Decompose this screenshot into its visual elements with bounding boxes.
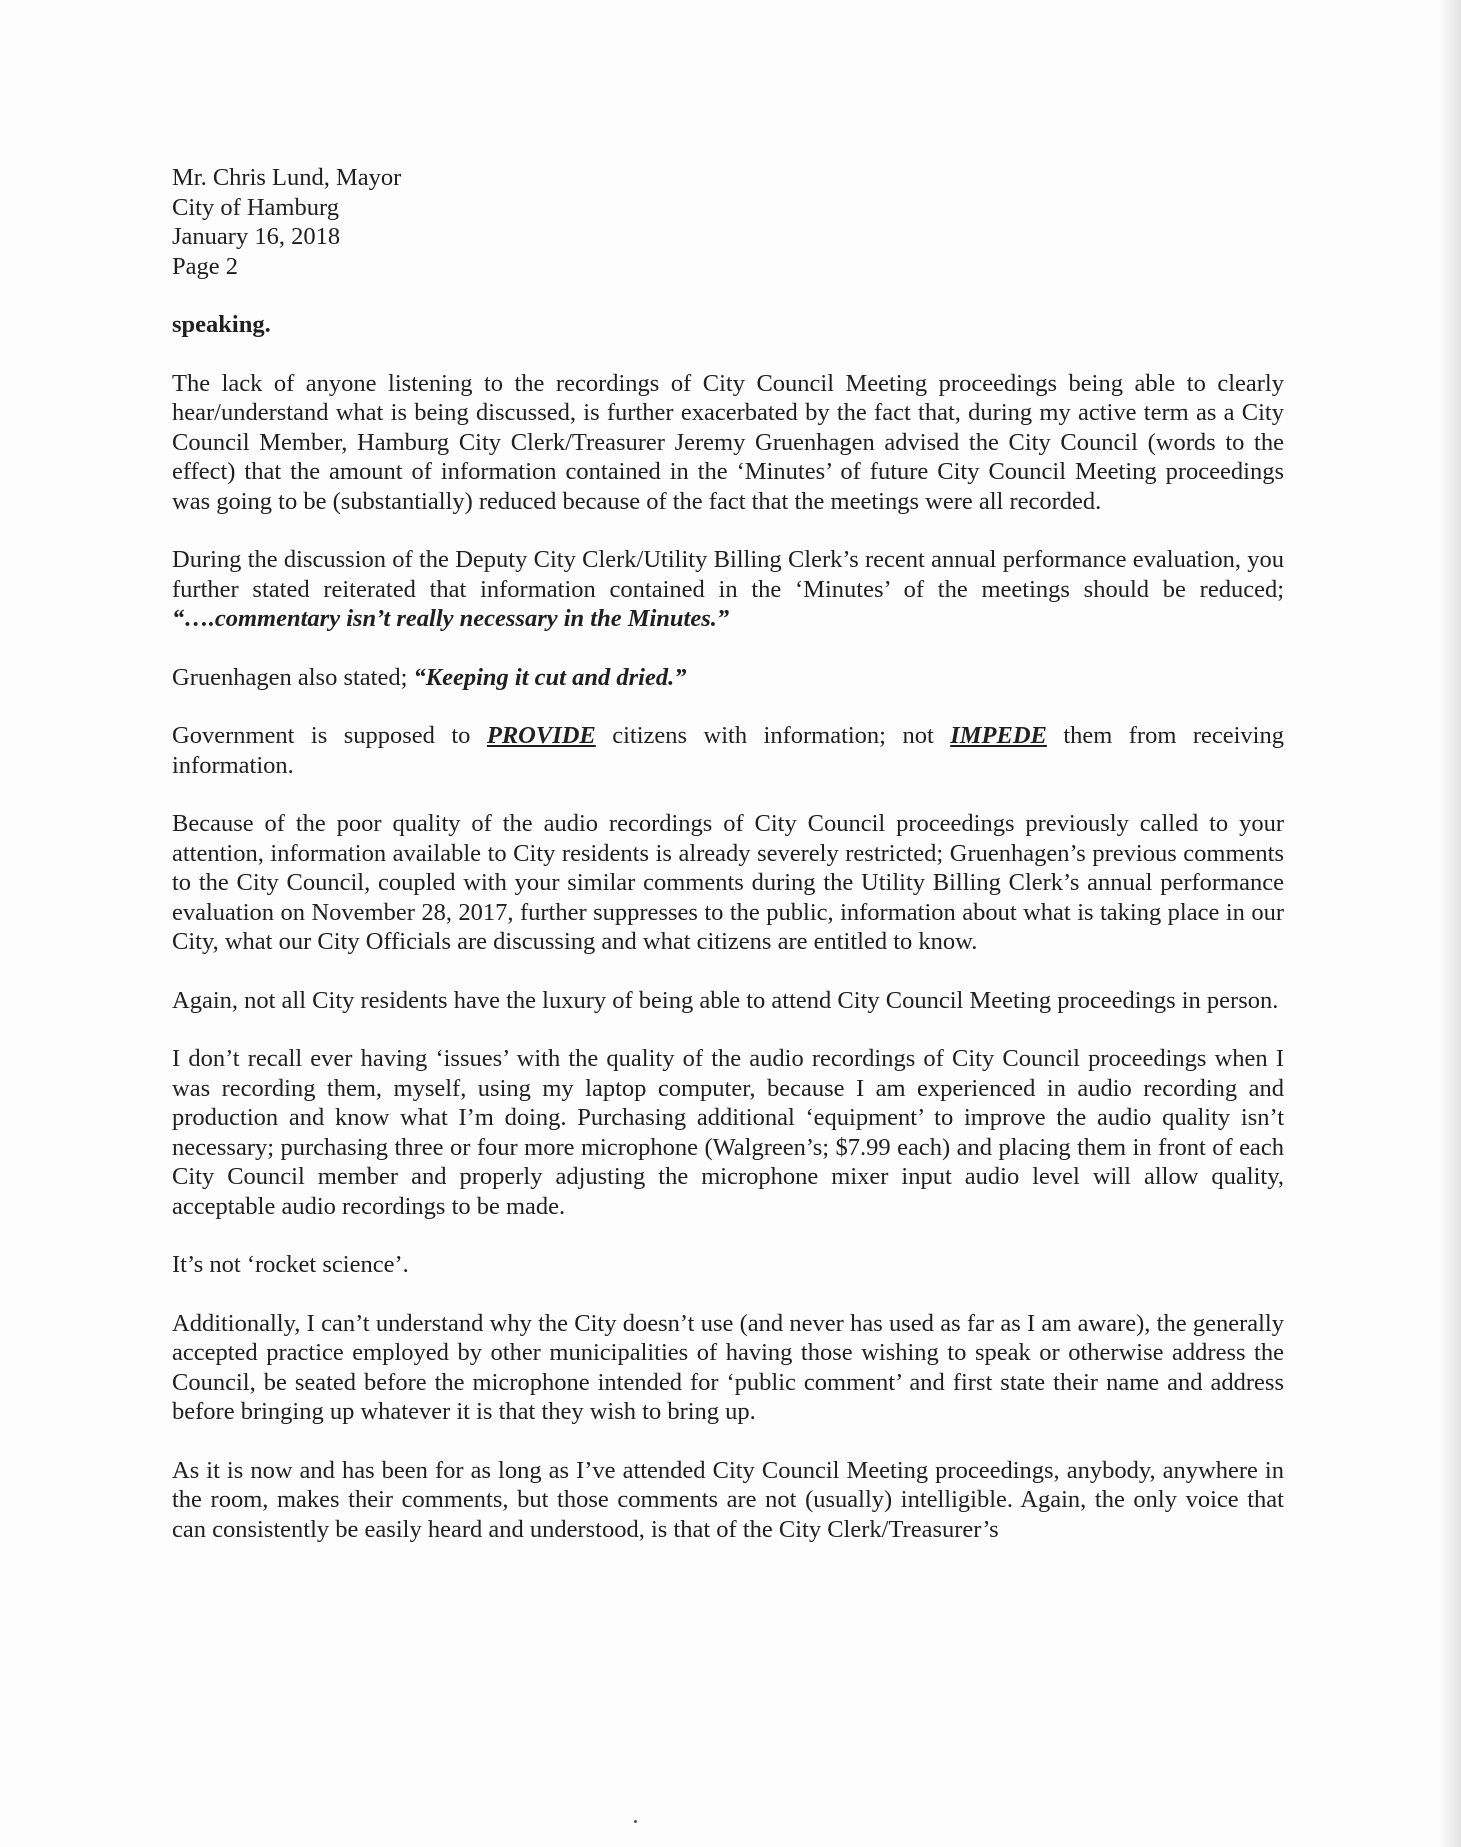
paragraph-text: Gruenhagen also stated; — [172, 663, 414, 691]
page-edge-shadow — [1441, 0, 1461, 1847]
quote-commentary: “….commentary isn’t really necessary in the Minutes.” — [172, 605, 730, 632]
organization-line: City of Hamburg — [172, 193, 339, 221]
paragraph-recording-experience: I don’t recall ever having ‘issues’ with the quality of the audio recordings of City Council proceedings when I was recording them, myself, using my laptop computer, because I am experienced in audio recording and production and know what I’m doing. Purchasing additional ‘equipment’ to improve the audio quality isn’t necessary; purchasing three or four more microphone (Walgreen’s; $7.99 each) and placing them in front of each City Council member and properly adjusting the microphone mixer input audio level will allow quality, acceptable audio recordings to be made. — [172, 1045, 1284, 1220]
page-number-line: Page 2 — [172, 252, 238, 280]
paragraph-public-comment-practice: Additionally, I can’t understand why the City doesn’t use (and never has used as far as I am aware), the generally accepted practice employed by other municipalities of having those wishing to speak or otherwise address the Council, be seated before the microphone intended for ‘public comment’ and first state their name and address before bringing up whatever it is that they wish to bring up. — [172, 1309, 1284, 1425]
date-line: January 16, 2018 — [172, 223, 341, 250]
scan-speck — [634, 1820, 637, 1823]
paragraph-text: citizens with information; not — [595, 722, 951, 749]
paragraph-continuation: speaking. — [172, 311, 271, 338]
paragraph-performance-evaluation — [172, 545, 1284, 634]
paragraph-text: During the discussion of the Deputy City Clerk/Utility Billing Clerk’s recent annual performance evaluation, you further stated reiterated that information contained in the ‘Minutes’ of the meetings should be reduced; — [172, 546, 1284, 603]
paragraph-current-situation: As it is now and has been for as long as I’ve attended City Council Meeting proceedings, anybody, anywhere in the room, makes their comments, but those comments are not (usually) intelligible. Again, the only voice that can consistently be easily heard and understood, is that of the City Clerk/Treasurer’s — [172, 1456, 1284, 1543]
paragraph-text: Government is supposed to — [172, 722, 487, 749]
recipient-line: Mr. Chris Lund, Mayor — [172, 164, 402, 191]
letter-header — [172, 163, 1284, 281]
paragraph-recordings-minutes: The lack of anyone listening to the recordings of City Council Meeting proceedings being able to clearly hear/understand what is being discussed, is further exacerbated by the fact that, during my active term as a City Council Member, Hamburg City Clerk/Treasurer Jeremy Gruenhagen advised the City Council (words to the effect) that the amount of information contained in the ‘Minutes’ of future City Council Meeting proceedings was going to be (substantially) reduced because of the fact that the meetings were all recorded. — [172, 369, 1284, 515]
paragraph-gruenhagen-statement — [172, 663, 1284, 693]
letter-body — [172, 163, 1284, 1573]
emphasis-provide: PROVIDE — [486, 722, 596, 749]
paragraph-attendance: Again, not all City residents have the luxury of being able to attend City Council Meeting proceedings in person. — [172, 986, 1279, 1014]
paragraph-text: them from receiving information. — [172, 722, 1284, 779]
emphasis-impede: IMPEDE — [950, 722, 1047, 749]
paragraph-rocket-science: It’s not ‘rocket science’. — [172, 1251, 409, 1278]
paragraph-poor-quality: Because of the poor quality of the audio recordings of City Council proceedings previously called to your attention, information available to City residents is already severely restricted; Gruenhagen’s previous comments to the City Council, coupled with your similar comments during the Utility Billing Clerk’s annual performance evaluation on November 28, 2017, further suppresses to the public, information about what is taking place in our City, what our City Officials are discussing and what citizens are entitled to know. — [172, 810, 1284, 955]
quote-cut-and-dried: “Keeping it cut and dried.” — [413, 663, 687, 691]
paragraph-government-information — [172, 721, 1284, 780]
